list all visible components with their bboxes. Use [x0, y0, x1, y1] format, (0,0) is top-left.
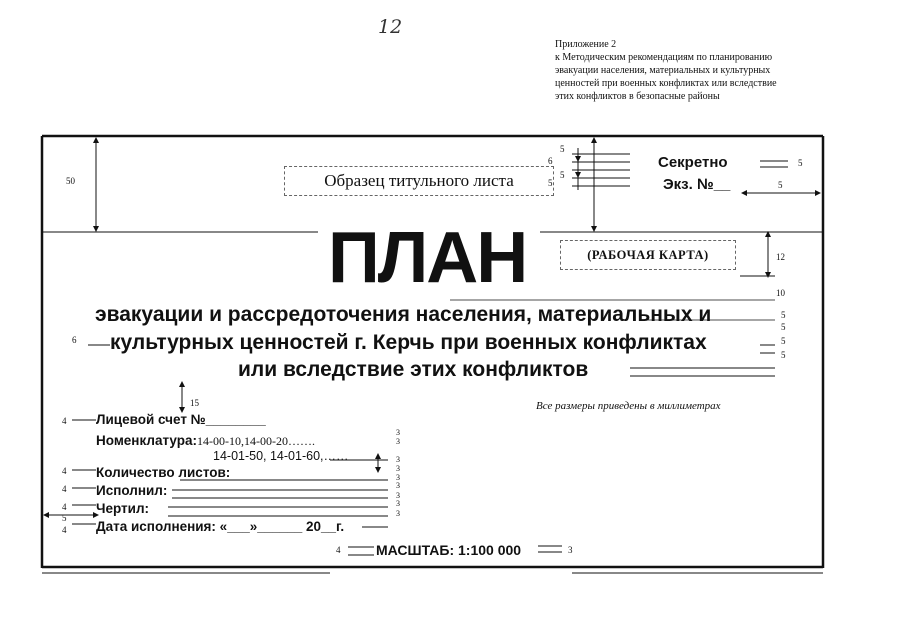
executor-field: Исполнил:: [96, 483, 168, 498]
dim-3c: 3: [396, 455, 400, 464]
nomenclature-label: Номенклатура:: [96, 433, 197, 448]
dim-3b: 3: [396, 437, 400, 446]
nomenclature-value-2: 14-01-50, 14-01-60,……: [213, 449, 349, 463]
dim-3g: 3: [396, 491, 400, 500]
dim-3e: 3: [396, 473, 400, 482]
sheets-field: Количество листов:: [96, 465, 231, 480]
dim-4a: 4: [62, 416, 67, 426]
dim-6b: 6: [72, 335, 77, 345]
sample-label-box: [284, 166, 554, 196]
drawn-field: Чертил:: [96, 501, 150, 516]
dim-3a: 3: [396, 428, 400, 437]
scale-label: МАСШТАБ: 1:100 000: [376, 542, 522, 558]
dim-3f: 3: [396, 481, 400, 490]
copy-number: Экз. №__: [663, 176, 731, 193]
subtitle-line-2: культурных ценностей г. Керчь при военных конфликтах: [110, 331, 707, 354]
dimensions-note: Все размеры приведены в миллиметрах: [536, 400, 721, 412]
subtitle-line-1: эвакуации и рассредоточения населения, материальных и: [95, 303, 712, 326]
dim-10: 10: [776, 288, 785, 298]
subtitle-line-3: или вследствие этих конфликтов: [238, 358, 589, 381]
dim-5c: 5: [548, 178, 553, 188]
page-number: 12: [378, 16, 403, 38]
annex-title: Приложение 2: [555, 39, 617, 50]
dim-50: 50: [66, 176, 75, 186]
dim-4f: 4: [336, 545, 341, 555]
dim-5i: 5: [781, 350, 786, 360]
dim-5j: 5: [62, 513, 67, 523]
working-map-label: (РАБОЧАЯ КАРТА): [587, 247, 709, 262]
annex-block: [555, 38, 795, 103]
sample-label: Образец титульного листа: [324, 171, 514, 190]
account-field: Лицевой счет №________: [96, 412, 266, 427]
working-map-box: [560, 240, 736, 270]
dim-4b: 4: [62, 466, 67, 476]
dim-5e: 5: [778, 180, 783, 190]
dim-3i: 3: [396, 509, 400, 518]
dim-6a: 6: [548, 156, 553, 166]
dim-5g: 5: [781, 322, 786, 332]
dim-3j: 3: [568, 545, 573, 555]
dim-4e: 4: [62, 525, 67, 535]
nomenclature-value-1: 14-00-10,14-00-20…….: [197, 434, 315, 448]
date-field: Дата исполнения: «___»______ 20__г.: [96, 519, 345, 534]
annex-text: к Методическим рекомендациям по планированию эвакуации населения, материальных и культурных ценностей при военных конфликтах или вследствие этих конфликтов в безопасные районы: [555, 52, 777, 102]
dim-4c: 4: [62, 484, 67, 494]
dim-3d: 3: [396, 464, 400, 473]
dim-12: 12: [776, 252, 785, 262]
dim-5f: 5: [781, 310, 786, 320]
dim-3h: 3: [396, 499, 400, 508]
dim-15: 15: [190, 398, 199, 408]
dim-5d: 5: [798, 158, 803, 168]
nomenclature-row: [96, 432, 315, 450]
plan-title: ПЛАН: [328, 218, 527, 298]
dim-5a: 5: [560, 144, 565, 154]
secrecy-label: Секретно: [658, 154, 728, 171]
dim-4d: 4: [62, 502, 67, 512]
dim-5b: 5: [560, 170, 565, 180]
dim-5h: 5: [781, 336, 786, 346]
